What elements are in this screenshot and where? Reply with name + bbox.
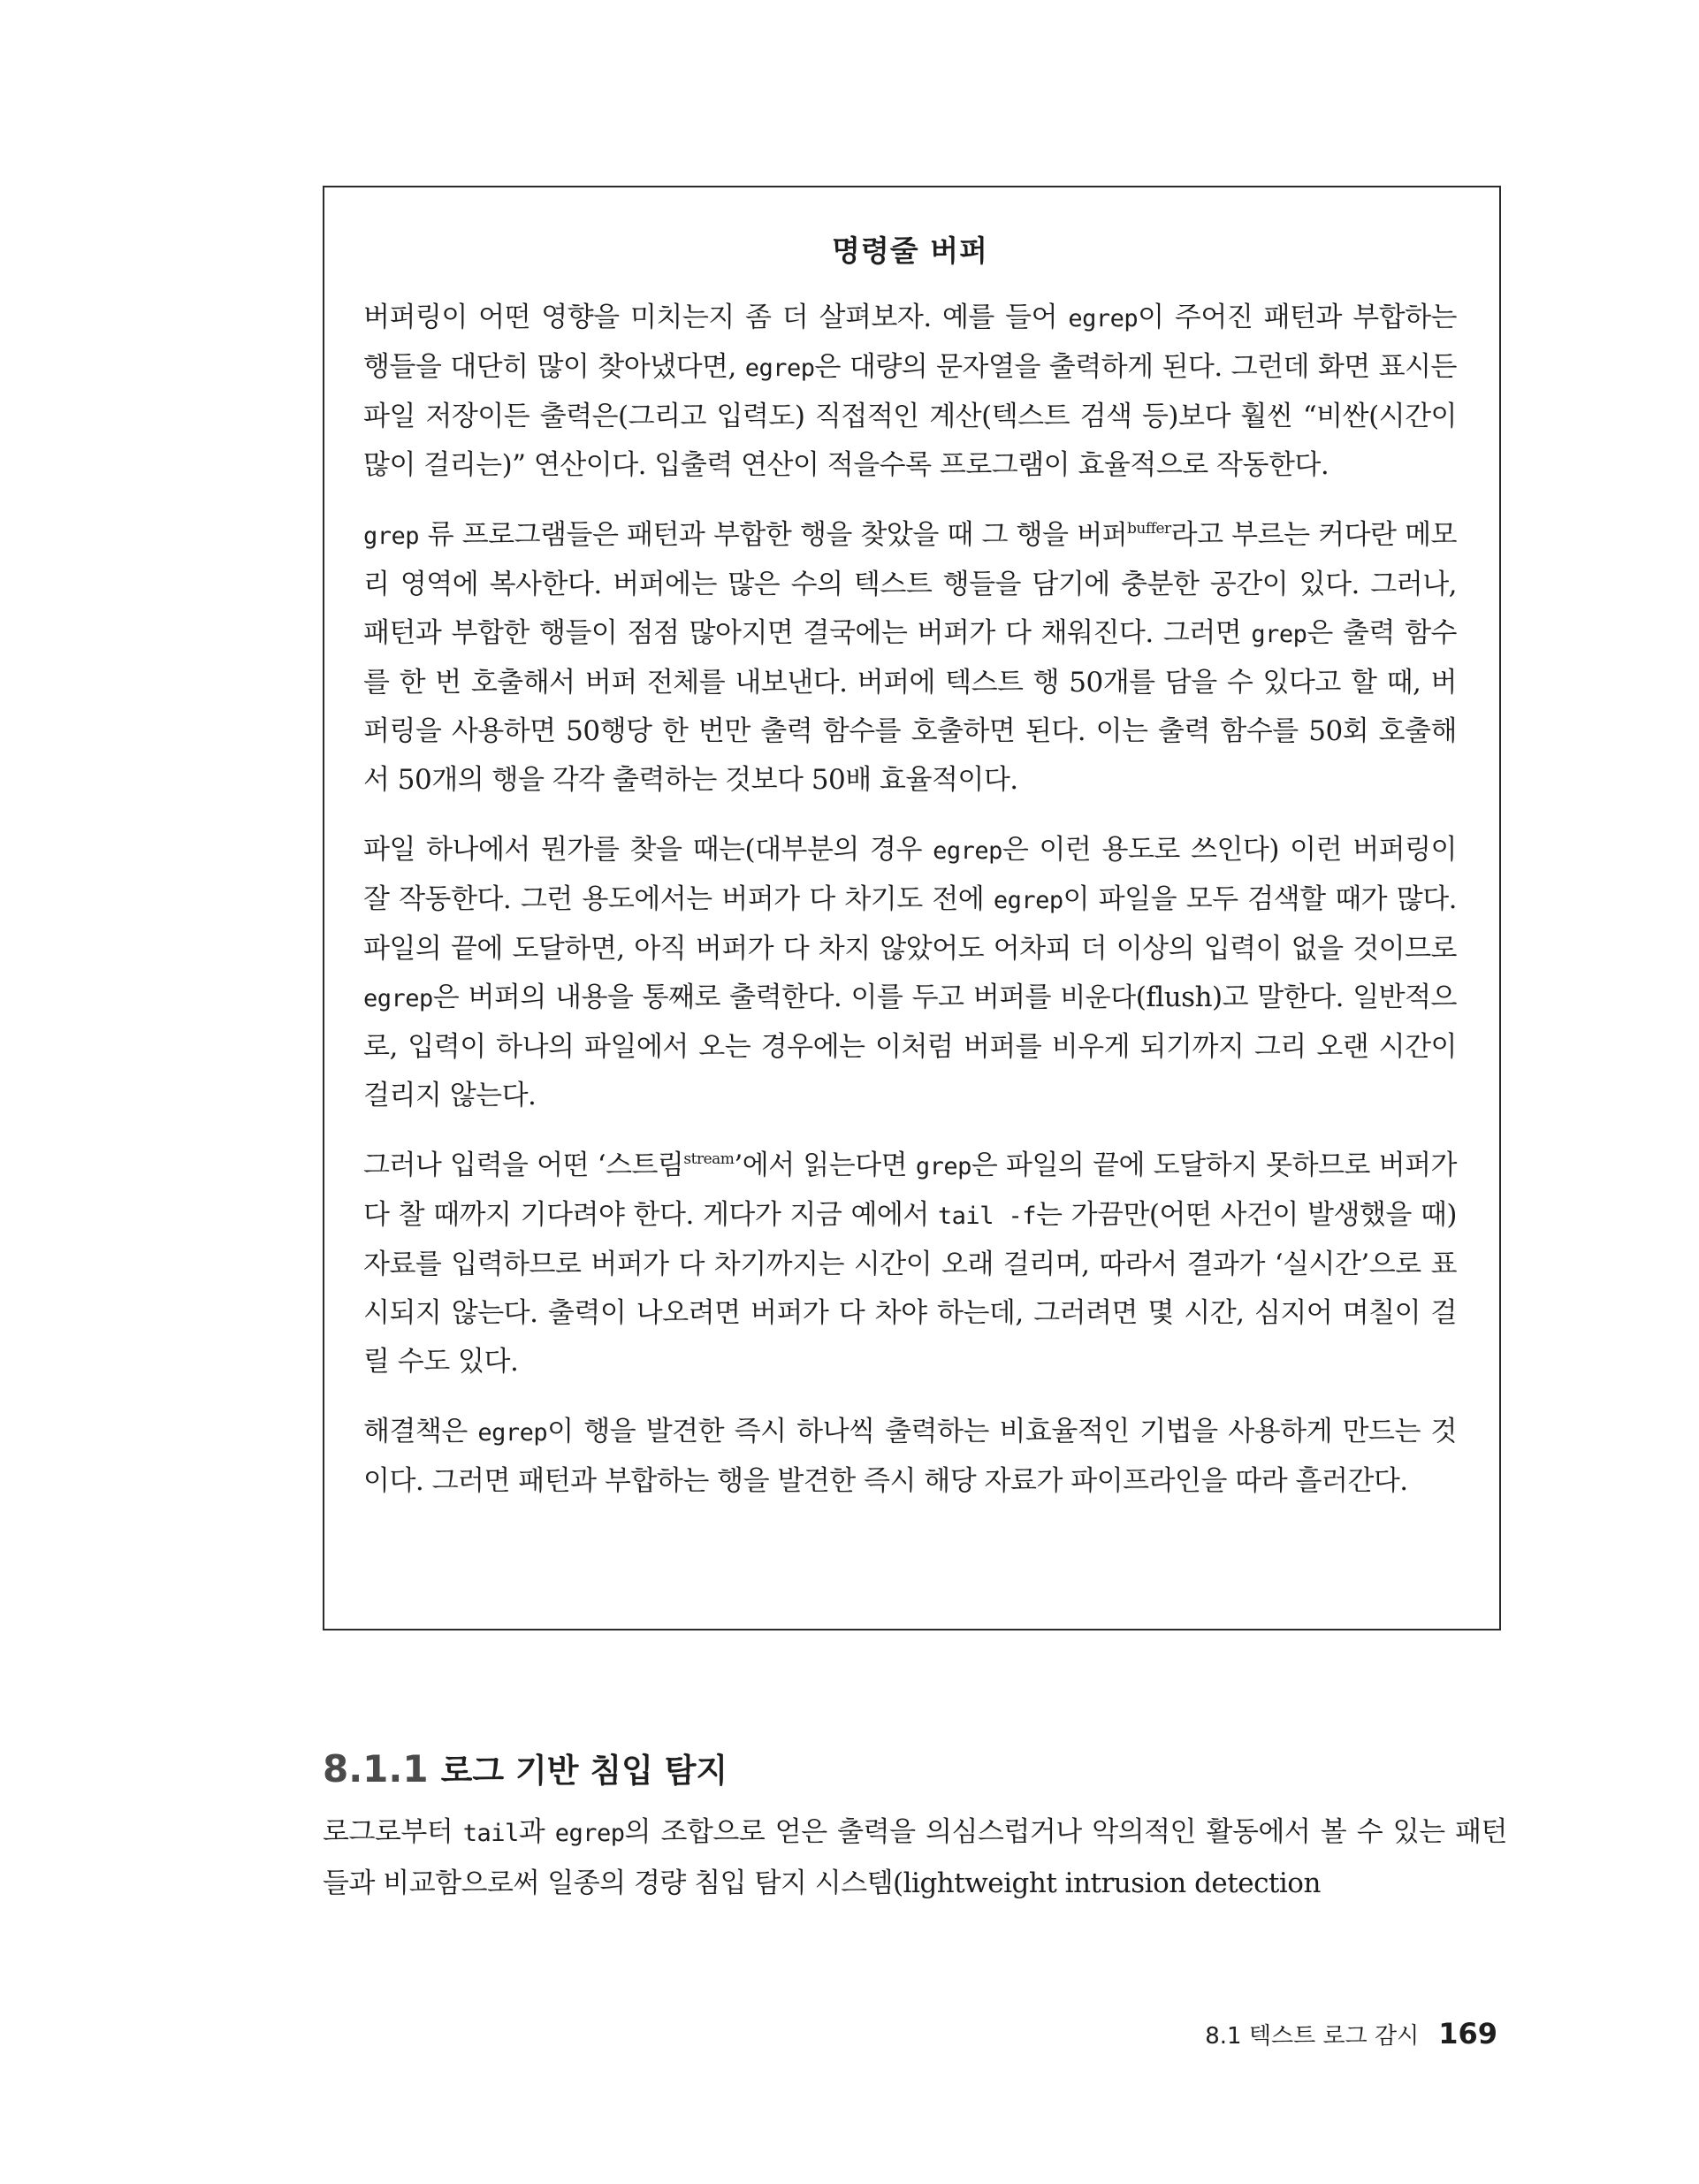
text-run: 버퍼링이 어떤 영향을 미치는지 좀 더 살펴보자. 예를 들어	[363, 302, 1069, 333]
inline-code: egrep	[363, 985, 433, 1012]
section-number: 8.1.1	[323, 1747, 429, 1791]
sidebar-paragraph-1	[363, 294, 1457, 490]
text-run: 그러나 입력을 어떤 ‘스트림	[363, 1149, 684, 1181]
text-run: 해결책은	[363, 1416, 478, 1447]
text-run: 은 파일의 끝에 도달하지 못하므로 버퍼가 다 찰 때까지 기다려야 한다. 게다가 지금 예에서	[363, 1149, 1457, 1231]
body-paragraph	[323, 1807, 1507, 1908]
term-gloss: buffer	[1127, 520, 1171, 538]
text-run: 이 파일을 모두 검색할 때가 많다. 파일의 끝에 도달하면, 아직 버퍼가 다 차지 않았어도 어차피 더 이상의 입력이 없을 것이므로	[363, 883, 1457, 965]
inline-code: egrep	[1068, 305, 1139, 332]
sidebar-paragraph-4	[363, 1142, 1457, 1386]
text-run: 로그로부터	[323, 1816, 463, 1848]
sidebar-paragraph-3	[363, 826, 1457, 1120]
text-run: 은 이런 용도로 쓰인다) 이런 버퍼링이 잘 작동한다. 그런 용도에서는 버퍼가 다 차기도 전에	[363, 834, 1457, 915]
page-number: 169	[1438, 2017, 1497, 2050]
inline-code: grep	[363, 523, 420, 550]
inline-code: grep	[915, 1153, 971, 1180]
section-title: 로그 기반 침입 탐지	[440, 1752, 728, 1790]
inline-code: tail -f	[937, 1203, 1036, 1230]
section-heading	[323, 1746, 1507, 1794]
command-line-buffer-sidebar	[323, 186, 1501, 1630]
footer-section-label: 8.1 텍스트 로그 감시	[1205, 2023, 1420, 2050]
inline-code: egrep	[933, 837, 1002, 865]
sidebar-paragraph-5	[363, 1408, 1457, 1506]
inline-code: grep	[1251, 621, 1307, 648]
text-run: 과	[518, 1816, 555, 1848]
text-run: 파일 하나에서 뭔가를 찾을 때는(대부분의 경우	[363, 834, 933, 866]
sidebar-paragraph-2	[363, 511, 1457, 805]
text-run: 라고 부르는 커다란 메모리 영역에 복사한다. 버퍼에는 많은 수의 텍스트 행들을 담기에 충분한 공간이 있다. 그러나, 패턴과 부합한 행들이 점점 많아지면 결국에는 버퍼가 다 채워진다. 그러면	[363, 519, 1457, 649]
key-term: 비운다	[1060, 982, 1136, 1013]
inline-code: egrep	[744, 355, 815, 382]
text-run: 의 조합으로 얻은 출력을 의심스럽거나 악의적인 활동에서 볼 수 있는 패턴들과 비교함으로써 일종의 경량 침입 탐지 시스템(lightweight intrusion detection	[323, 1816, 1507, 1899]
inline-code: egrep	[477, 1419, 548, 1447]
text-run: 는 가끔만(어떤 사건이 발생했을 때) 자료를 입력하므로 버퍼가 다 차기까지는 시간이 오래 걸리며, 따라서 결과가 ‘실시간’으로 표시되지 않는다. 출력이 나오려면 버퍼가 다 차야 하는데, 그러려면 몇 시간, 심지어 며칠이 걸릴 수도 있다.	[363, 1199, 1457, 1378]
text-run: ’에서 읽는다면	[734, 1149, 916, 1181]
inline-code: tail	[462, 1820, 519, 1847]
sidebar-title: 명령줄 버퍼	[832, 233, 988, 268]
text-run: 이 주어진 패턴과 부합하는 행들을 대단히 많이 찾아냈다면,	[363, 302, 1458, 383]
text-run: 은 버퍼의 내용을 통째로 출력한다. 이를 두고 버퍼를	[432, 981, 1061, 1013]
text-run: 이 행을 발견한 즉시 하나씩 출력하는 비효율적인 기법을 사용하게 만드는 것이다. 그러면 패턴과 부합하는 행을 발견한 즉시 해당 자료가 파이프라인을 따라 흘러간다.	[363, 1416, 1457, 1497]
page-footer	[1205, 2018, 1497, 2052]
text-run: 류 프로그램들은 패턴과 부합한 행을 찾았을 때 그 행을	[419, 519, 1078, 551]
text-run: 은 출력 함수를 한 번 호출해서 버퍼 전체를 내보낸다. 버퍼에 텍스트 행 50개를 담을 수 있다고 할 때, 버퍼링을 사용하면 50행당 한 번만 출력 함수를 호출하면 된다. 이는 출력 함수를 50회 호출해서 50개의 행을 각각 출력하는 것보다 50배 효율적이다.	[363, 617, 1457, 796]
text-run: 은 대량의 문자열을 출력하게 된다. 그런데 화면 표시든 파일 저장이든 출력은(그리고 입력도) 직접적인 계산(텍스트 검색 등)보다 훨씬 “비싼(시간이 많이 걸리는)” 연산이다. 입출력 연산이 적을수록 프로그램이 효율적으로 작동한다.	[363, 351, 1457, 481]
key-term: 버퍼	[1077, 520, 1128, 551]
inline-code: egrep	[993, 887, 1063, 914]
text-run: (flush)고 말한다. 일반적으로, 입력이 하나의 파일에서 오는 경우에는 이처럼 버퍼를 비우게 되기까지 그리 오랜 시간이 걸리지 않는다.	[363, 981, 1457, 1111]
inline-code: egrep	[554, 1820, 625, 1847]
term-gloss: stream	[683, 1150, 735, 1168]
